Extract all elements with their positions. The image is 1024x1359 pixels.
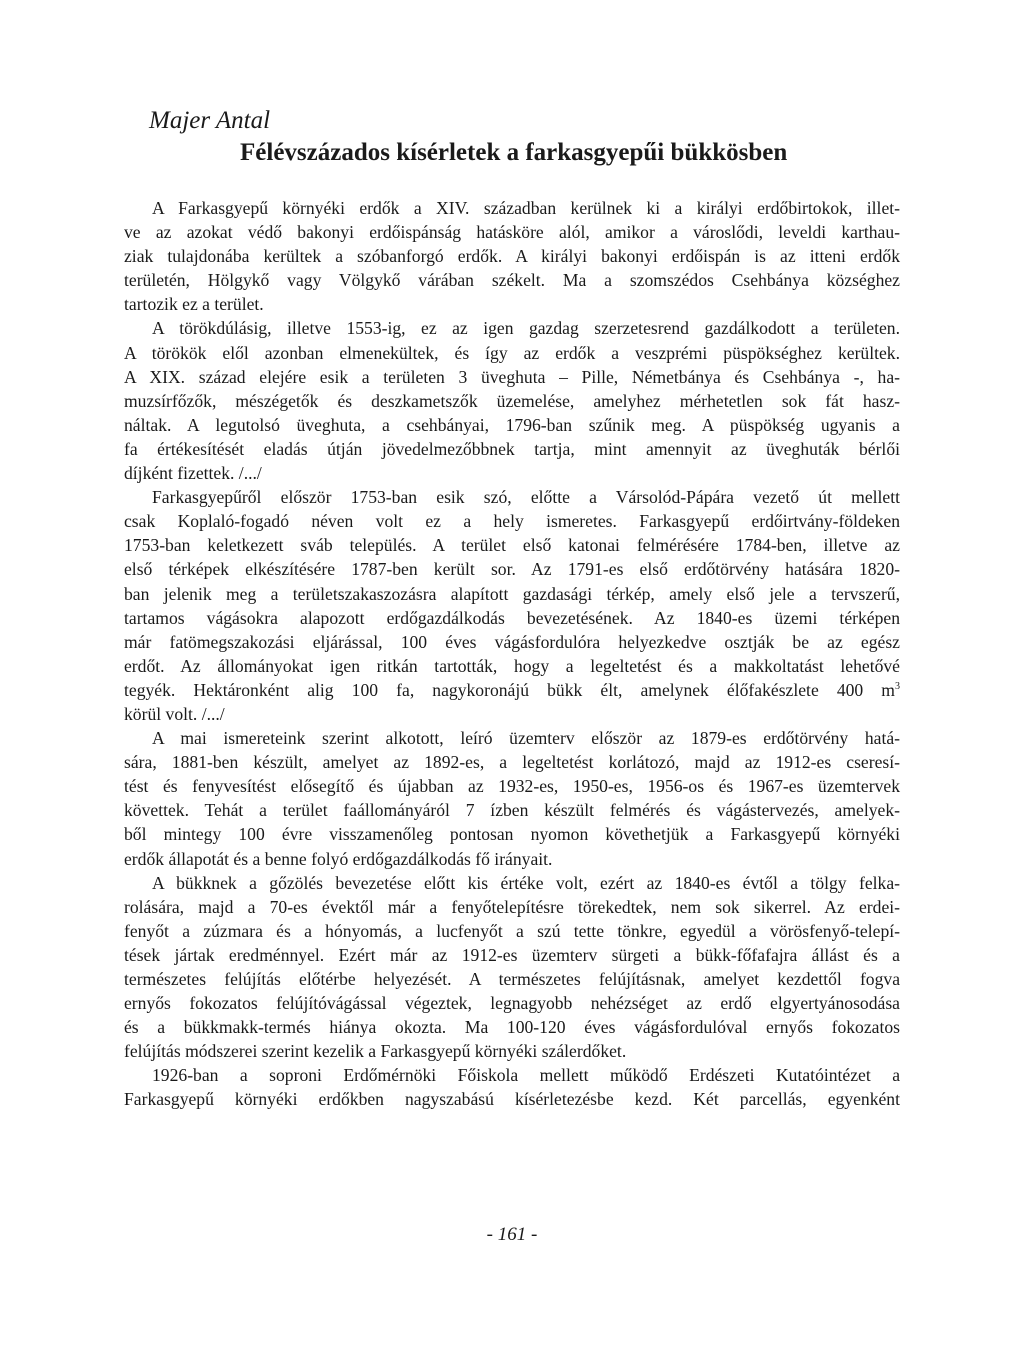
text-line: erdők állapotát és a benne folyó erdőgazdálkodás fő irányait. bbox=[124, 848, 553, 869]
superscript: 3 bbox=[895, 681, 900, 693]
text-line: fa értékesítését eladás útján jövedelmezőbbnek tartja, mint amennyit az üveghuták bérlői bbox=[124, 438, 900, 459]
article-title: Félévszázados kísérletek a farkasgyepűi bükkösben bbox=[240, 139, 788, 166]
text-line: A XIX. század elejére esik a területen 3 üveghuta – Pille, Németbánya és Csehbánya -, ha- bbox=[124, 366, 900, 387]
paragraph bbox=[124, 316, 900, 485]
paragraph bbox=[124, 871, 900, 1064]
text-line: Farkasgyepű környéki erdőkben nagyszabású kísérletezésbe kezd. Két parcellás, egyenként bbox=[124, 1089, 900, 1110]
text-line: A törökök elől azonban elmenekültek, és így az erdők a veszprémi püspökséghez kerültek. bbox=[124, 342, 900, 363]
author-name: Majer Antal bbox=[149, 107, 271, 134]
page-number-dash-left: - bbox=[486, 1224, 493, 1245]
text-line: tést és fenyvesítést elősegítő és újabban az 1932-es, 1950-es, 1956-os és 1967-es üzemtervek bbox=[124, 776, 900, 797]
text-line: 1753-ban keletkezett sváb település. A terület első katonai felmérésére 1784-ben, illetve az bbox=[124, 535, 900, 556]
text-line: A mai ismereteink szerint alkotott, leíró üzemterv először az 1879-es erdőtörvény hatá- bbox=[152, 728, 900, 749]
text-line: tések jártak eredménnyel. Ezért már az 1912-es üzemterv sürgeti a bükk-főfafajra állást és a bbox=[124, 944, 900, 965]
text-line: követtek. Tehát a terület faállományáról 7 ízben készült felmérés és vágástervezés, amelyek- bbox=[124, 800, 900, 821]
text-line: felújítás módszerei szerint kezelik a Farkasgyepű környéki szálerdőket. bbox=[124, 1041, 627, 1062]
text-line: fenyőt a zúzmara és a hónyomás, a lucfenyőt a szú tette tönkre, egyedül a vörösfenyő-telepí- bbox=[124, 920, 900, 941]
text-line: A bükknek a gőzölés bevezetése előtt kis értéke volt, ezért az 1840-es évtől a tölgy felka- bbox=[152, 872, 900, 893]
text-line: díjként fizettek. /.../ bbox=[124, 463, 262, 484]
text-line: már fatömegszakozási eljárással, 100 éves vágásfordulóra helyezkedve osztják be az egész bbox=[124, 631, 900, 652]
text-line: első térképek elkészítésére 1787-ben került sor. Az 1791-es első erdőtörvény hatására 1820- bbox=[124, 559, 900, 580]
text-line: ernyős fokozatos felújítóvágással végeztek, legnagyobb nehézséget az erdő elgyertyánosodása bbox=[124, 993, 900, 1014]
text-line: muzsírfőzők, mészégetők és deszkametszők üzemelése, amelyhez mérhetetlen sok fát hasz- bbox=[124, 390, 900, 411]
paragraph bbox=[124, 1063, 900, 1111]
text-line: A törökdúlásig, illetve 1553-ig, ez az igen gazdag szerzetesrend gazdálkodott a területen. bbox=[152, 318, 900, 339]
text-line: természetes felújítás előtérbe helyezését. A természetes felújításnak, amelyet kezdettől fogva bbox=[124, 969, 900, 989]
article-body bbox=[124, 196, 900, 1112]
text-line: sára, 1881-ben készült, amelyet az 1892-es, a legeltetést korlátozó, majd az 1912-es cseresí- bbox=[124, 752, 900, 773]
text-line: és a bükkmakk-termés hiánya okozta. Ma 100-120 éves vágásfordulóval ernyős fokozatos bbox=[124, 1017, 900, 1038]
text-line: Farkasgyepűről először 1753-ban esik szó, előtte a Vársolód-Pápára vezető út mellett bbox=[152, 487, 900, 508]
text-line: A Farkasgyepű környéki erdők a XIV. században kerülnek ki a királyi erdőbirtokok, illet- bbox=[152, 198, 900, 218]
text-line: ve az azokat védő bakonyi erdőispánság hatásköre alól, amikor a városlődi, leveldi karthau- bbox=[124, 222, 900, 243]
text-line: erdőt. Az állományokat igen ritkán tartották, hogy a legeltetést és a makkoltatást lehetővé bbox=[124, 655, 900, 676]
text-line: ziak tulajdonába kerültek a szóbanforgó erdők. A királyi bakonyi erdőispán is az itteni erdők bbox=[124, 246, 900, 267]
page-number-dash-right: - bbox=[531, 1224, 538, 1245]
page-number-value: 161 bbox=[497, 1224, 527, 1245]
text-line: náltak. A legutolsó üveghuta, a csehbányai, 1796-ban szűnik meg. A püspökség ugyanis a bbox=[124, 414, 900, 435]
text-line: területén, Hölgykő vagy Völgykő várában székelt. Ma a szomszédos Csehbánya községhez bbox=[124, 270, 900, 291]
page-number bbox=[0, 1223, 1024, 1247]
paragraph bbox=[124, 196, 900, 316]
text-line: tartamos vágásokra alapozott erdőgazdálkodás bevezetésének. Az 1840-es üzemi térképen bbox=[124, 607, 900, 628]
text-line: rolására, majd a 70-es évektől már a fenyőtelepítésre törekedtek, nem sok sikerrel. Az erdei- bbox=[124, 896, 900, 917]
text-line: tegyék. Hektáronként alig 100 fa, nagykoronájú bükk élt, amelynek élőfakészlete 400 $m^3$ bbox=[124, 679, 900, 700]
paragraph bbox=[124, 485, 900, 726]
text-line: 1926-ban a soproni Erdőmérnöki Főiskola mellett működő Erdészeti Kutatóintézet a bbox=[152, 1065, 900, 1086]
text-line: ből mintegy 100 évre visszamenőleg pontosan nyomon követhetjük a Farkasgyepű környéki bbox=[124, 824, 900, 845]
text-line: csak Koplaló-fogadó néven volt ez a hely ismeretes. Farkasgyepű erdőirtvány-földeken bbox=[124, 511, 900, 532]
text-line: körül volt. /.../ bbox=[124, 703, 225, 724]
text-line: tartozik ez a terület. bbox=[124, 294, 264, 315]
paragraph bbox=[124, 726, 900, 871]
text-line: ban jelenik meg a területszakaszozásra alapított gazdasági térkép, amely első jele a tervszerű, bbox=[124, 583, 900, 604]
